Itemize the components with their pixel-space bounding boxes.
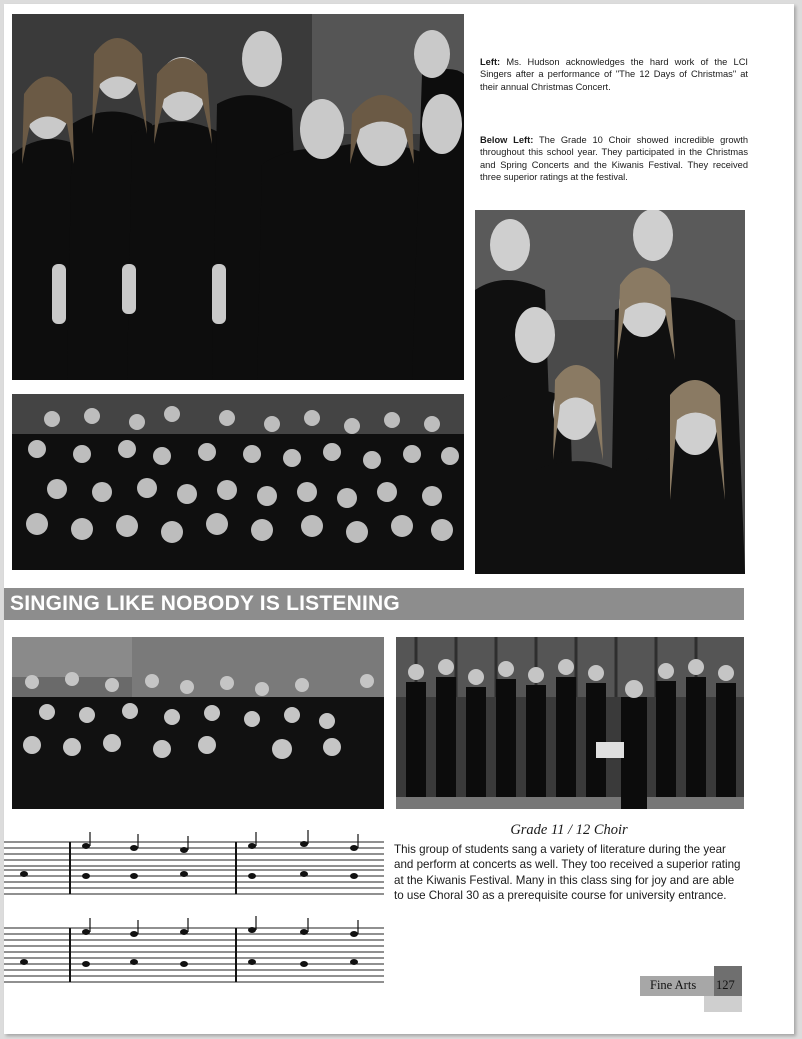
choir-risers-left-photo [12, 637, 384, 809]
banner-title: SINGING LIKE NOBODY IS LISTENING [10, 592, 400, 615]
grade11-12-choir-photo [396, 637, 744, 809]
below-left-caption-text: The Grade 10 Choir showed incredible growth throughout this school year. They participated in the Christmas and Spring Concerts and the Kiwanis Festival. They received three superior ratings at the festival. [480, 135, 748, 182]
page-number: 127 [716, 978, 735, 992]
singers-closeup-photo [12, 14, 464, 380]
sheet-music-decoration [4, 824, 384, 994]
left-caption-text: Ms. Hudson acknowledges the hard work of the LCI Singers after a performance of "The 12 Days of Christmas" at their annual Christmas Concert. [480, 57, 748, 92]
footer-section-label: Fine Arts [650, 978, 697, 992]
left-caption [480, 56, 748, 93]
section-banner [4, 588, 744, 620]
footer-accent-square [704, 994, 742, 1012]
grade10-choir-closeup-photo [475, 210, 745, 574]
below-left-caption-label: Below Left: [480, 135, 534, 145]
yearbook-page [4, 4, 794, 1034]
below-left-caption [480, 134, 748, 183]
left-caption-label: Left: [480, 57, 501, 67]
grade10-choir-group-photo [12, 394, 464, 570]
choir-section-title: Grade 11 / 12 Choir [510, 822, 628, 838]
choir-section-description: This group of students sang a variety of literature during the year and perform at concerts as well. They too received a superior rating at the Kiwanis Festival. Many in this class sing for joy and are able to use Choral 30 as a prerequisite course for university entrance. [394, 843, 741, 903]
page-number-box [714, 966, 742, 996]
